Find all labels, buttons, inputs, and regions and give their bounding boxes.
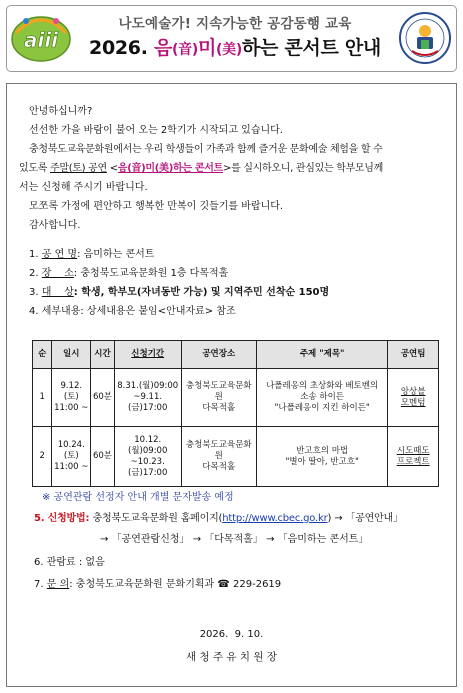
item-2-label: 장 소 bbox=[41, 268, 74, 279]
cell-time: 60분 bbox=[91, 369, 115, 427]
thanks: 감사합니다. bbox=[29, 220, 81, 231]
issue-date: 2026. 9. 10. bbox=[199, 629, 264, 640]
cell-date-line: 9.12.(토) bbox=[60, 381, 83, 402]
cell-no: 1 bbox=[33, 369, 52, 427]
item-2-value: : 충청북도교육문화원 1층 다목적홀 bbox=[73, 268, 229, 279]
col-header-theme: 주제 "제목" bbox=[256, 341, 387, 369]
item-5-colon: : bbox=[85, 513, 93, 524]
header-title bbox=[72, 33, 398, 60]
title-mi: 미 bbox=[197, 37, 217, 59]
institution-seal-icon bbox=[398, 9, 452, 67]
cell-date bbox=[52, 427, 91, 487]
cell-team-line: 앙상블 bbox=[400, 386, 426, 397]
p2-weekend-performance: 주말(토) 공연 bbox=[49, 163, 107, 174]
item-1-performance-name bbox=[29, 248, 154, 262]
item-3-number: 3. bbox=[29, 287, 42, 298]
col-header-team: 공연팀 bbox=[388, 341, 439, 369]
item-5-application-method bbox=[34, 512, 403, 526]
item-2-venue bbox=[29, 267, 228, 281]
logo-left-text: aiii bbox=[23, 28, 59, 52]
homepage-link[interactable]: http://www.cbec.go.kr bbox=[222, 513, 328, 524]
document-header bbox=[6, 5, 457, 72]
col-header-date: 일시 bbox=[52, 341, 91, 369]
cell-place-line: 다목적홀 bbox=[202, 462, 236, 472]
item-1-value: : 음미하는 콘서트 bbox=[77, 249, 155, 260]
item-3-audience bbox=[29, 286, 329, 300]
p2-text-e: >를 실시하오니, 관심있는 학부모님께 bbox=[223, 163, 384, 174]
cell-apply bbox=[114, 427, 181, 487]
cell-apply-line: ~9.11.(금)17:00 bbox=[128, 392, 168, 413]
paragraph-2-line-3: 서는 신청해 주시기 바랍니다. bbox=[19, 182, 148, 193]
item-5-number: 5. bbox=[34, 513, 48, 524]
cell-theme bbox=[256, 369, 387, 427]
cell-place bbox=[181, 427, 256, 487]
title-rest: 하는 콘서트 안내 bbox=[241, 37, 381, 59]
education-logo-icon bbox=[10, 9, 72, 67]
item-5-text-b: ) → 「공연안내」 bbox=[327, 513, 403, 524]
cell-date bbox=[52, 369, 91, 427]
item-7-value: : 충청북도교육문화원 문화기획과 ☎ 229-2619 bbox=[69, 579, 282, 590]
item-1-label: 공 연 명 bbox=[41, 249, 78, 260]
item-3-value: : 학생, 학부모(자녀동반 가능) 및 지역주민 선착순 150명 bbox=[73, 287, 330, 298]
cell-theme-line: "별아 딸아, 반고흐" bbox=[285, 456, 359, 467]
item-4-details: 4. 세부내용: 상세내용은 붙임<안내자료> 참조 bbox=[29, 306, 236, 317]
table-row bbox=[33, 369, 439, 427]
header-subtitle: 나도예술가! 지속가능한 공감동행 교육 bbox=[118, 16, 352, 32]
greeting: 안녕하십니까? bbox=[29, 106, 93, 117]
notice-text-message: ※ 공연관람 선정자 안내 개별 문자발송 예정 bbox=[42, 492, 234, 503]
cell-date-line: (토) bbox=[63, 451, 79, 461]
p2-text-a: 있도록 bbox=[19, 163, 50, 174]
title-um-hanja: (音) bbox=[172, 42, 198, 58]
p2-concert-name: 음(音)미(美)하는 콘서트 bbox=[117, 163, 224, 174]
col-header-time: 시간 bbox=[91, 341, 115, 369]
cell-apply-line: 10.12.(월)09:00 bbox=[128, 434, 168, 456]
item-7-label: 문 의 bbox=[46, 579, 70, 590]
item-7-contact bbox=[34, 578, 281, 592]
cell-place-line: 다목적홀 bbox=[202, 403, 236, 413]
cell-theme-line: 반고흐의 마법 bbox=[296, 445, 349, 456]
cell-date-line: 11:00 ~ bbox=[54, 462, 89, 472]
cell-theme-line: "나폴레옹이 지킨 하이든" bbox=[274, 403, 370, 413]
cell-date-line: 10.24. bbox=[57, 440, 85, 450]
cell-apply-line: 8.31.(월)09:00 bbox=[117, 381, 179, 391]
item-2-number: 2. bbox=[29, 268, 42, 279]
cell-team bbox=[388, 369, 439, 427]
schedule-table bbox=[32, 340, 439, 487]
cell-place-line: 충청북도교육문화원 bbox=[185, 381, 252, 402]
title-um: 음 bbox=[153, 37, 173, 59]
cell-theme-line: 소송 하이든 bbox=[300, 392, 345, 402]
cell-place-line: 충청북도교육문화원 bbox=[185, 440, 252, 461]
cell-date-line: 11:00 ~ bbox=[54, 403, 89, 413]
item-6-fee: 6. 관람료 : 없음 bbox=[34, 557, 105, 568]
cell-team-line: 모멘텀 bbox=[400, 397, 426, 408]
cell-apply bbox=[114, 369, 181, 427]
table-row bbox=[33, 427, 439, 487]
col-header-place: 공연장소 bbox=[181, 341, 256, 369]
cell-team-line: 시도때도 bbox=[396, 445, 430, 456]
title-mi-hanja: (美) bbox=[216, 42, 242, 58]
paragraph-3: 모쪼록 가정에 편안하고 행복한 만복이 깃들기를 바랍니다. bbox=[29, 201, 284, 212]
p2-text-c: < bbox=[106, 163, 118, 174]
cell-no: 2 bbox=[33, 427, 52, 487]
col-header-apply: 신청기간 bbox=[114, 341, 181, 369]
item-5-label: 신청방법 bbox=[47, 513, 86, 524]
table-header-row bbox=[33, 341, 439, 369]
cell-theme-line: 나폴레옹의 초상화와 베토벤의 bbox=[266, 381, 379, 391]
signature: 새 청 주 유 치 원 장 bbox=[185, 651, 278, 663]
item-5-text-a: 충청북도교육문화원 홈페이지( bbox=[92, 513, 223, 524]
item-1-number: 1. bbox=[29, 249, 42, 260]
cell-apply-line: ~10.23.(금)17:00 bbox=[128, 456, 168, 478]
title-year: 2026. bbox=[89, 37, 148, 59]
cell-place bbox=[181, 369, 256, 427]
item-5-steps: → 「공연관람신청」 → 「다목적홀」 → 「음미하는 콘서트」 bbox=[100, 534, 369, 545]
cell-team-line: 프로젝트 bbox=[396, 456, 430, 467]
item-7-number: 7. bbox=[34, 579, 47, 590]
item-3-label: 대 상 bbox=[41, 287, 74, 298]
paragraph-2-line-1: 충청북도교육문화원에서는 우리 학생들이 가족과 함께 즐거운 문화예술 체험을 할 수 bbox=[29, 144, 383, 155]
cell-theme bbox=[256, 427, 387, 487]
paragraph-1: 선선한 가을 바람이 불어 오는 2학기가 시작되고 있습니다. bbox=[29, 125, 283, 136]
col-header-no: 순 bbox=[33, 341, 52, 369]
paragraph-2-line-2 bbox=[19, 162, 383, 176]
cell-team bbox=[388, 427, 439, 487]
cell-time: 60분 bbox=[91, 427, 115, 487]
